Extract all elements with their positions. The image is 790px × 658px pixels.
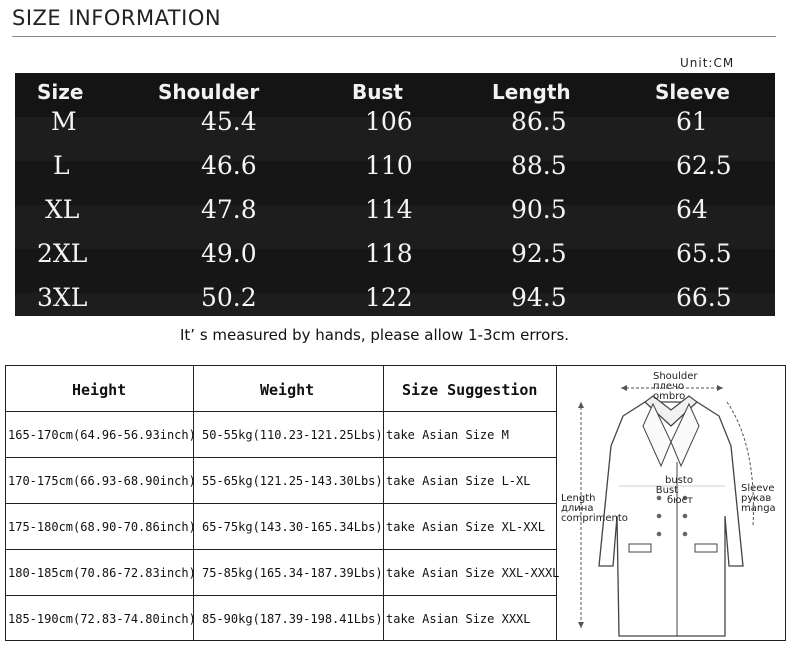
row-divider <box>6 595 557 596</box>
bust-cell: 110 <box>365 151 413 180</box>
row-divider <box>6 457 557 458</box>
size-cell: M <box>51 107 77 136</box>
length-cell: 90.5 <box>511 195 567 224</box>
unit-label: Unit:CM <box>680 56 735 70</box>
shoulder-cell: 49.0 <box>201 239 257 268</box>
bust-cell: 118 <box>365 239 413 268</box>
shoulder-cell: 47.8 <box>201 195 257 224</box>
bust-cell: 114 <box>365 195 413 224</box>
length-cell: 86.5 <box>511 107 567 136</box>
length-cell: 92.5 <box>511 239 567 268</box>
weight-cell: 50-55kg(110.23-121.25Lbs) <box>202 428 383 442</box>
row-divider <box>6 503 557 504</box>
column-header-length: Length <box>492 80 571 104</box>
row-divider <box>6 549 557 550</box>
shoulder-cell: 50.2 <box>201 283 257 312</box>
size-cell: L <box>53 151 70 180</box>
column-header-sleeve: Sleeve <box>655 80 730 104</box>
weight-cell: 65-75kg(143.30-165.34Lbs) <box>202 520 383 534</box>
suggestion-cell: take Asian Size XL-XXL <box>386 520 545 534</box>
column-header-weight: Weight <box>260 381 315 399</box>
height-cell: 170-175cm(66.93-68.90inch) <box>8 474 196 488</box>
bust-label: busto Bust бюст <box>655 475 693 506</box>
size-cell: 3XL <box>37 283 88 312</box>
sleeve-cell: 64 <box>676 195 708 224</box>
page-title: SIZE INFORMATION <box>12 6 222 30</box>
title-divider <box>12 36 776 37</box>
column-header-size-suggestion: Size Suggestion <box>402 381 538 399</box>
sleeve-cell: 66.5 <box>676 283 732 312</box>
length-label: Length длина comprimento <box>561 493 628 524</box>
suggestion-cell: take Asian Size L-XL <box>386 474 531 488</box>
column-header-shoulder: Shoulder <box>158 80 260 104</box>
coat-measurement-diagram <box>557 366 785 640</box>
weight-cell: 55-65kg(121.25-143.30Lbs) <box>202 474 383 488</box>
suggestion-cell: take Asian Size M <box>386 428 509 442</box>
measurement-note: It’ s measured by hands, please allow 1-3cm errors. <box>180 326 570 344</box>
height-cell: 180-185cm(70.86-72.83inch) <box>8 566 196 580</box>
length-cell: 94.5 <box>511 283 567 312</box>
row-divider <box>6 411 557 412</box>
sleeve-cell: 62.5 <box>676 151 732 180</box>
shoulder-cell: 46.6 <box>201 151 257 180</box>
sleeve-cell: 61 <box>676 107 708 136</box>
size-chart-table <box>15 73 775 316</box>
bust-cell: 122 <box>365 283 413 312</box>
shoulder-label: Shoulder плечо ombro <box>653 371 698 402</box>
sleeve-label: Sleeve рукав manga <box>741 483 776 514</box>
shoulder-cell: 45.4 <box>201 107 257 136</box>
length-cell: 88.5 <box>511 151 567 180</box>
suggestion-cell: take Asian Size XXL-XXXL <box>386 566 560 580</box>
sleeve-cell: 65.5 <box>676 239 732 268</box>
column-header-bust: Bust <box>352 80 403 104</box>
bust-cell: 106 <box>365 107 413 136</box>
size-cell: XL <box>45 195 80 224</box>
weight-cell: 85-90kg(187.39-198.41Lbs) <box>202 612 383 626</box>
column-header-height: Height <box>72 381 127 399</box>
column-header-size: Size <box>37 80 84 104</box>
size-cell: 2XL <box>37 239 88 268</box>
weight-cell: 75-85kg(165.34-187.39Lbs) <box>202 566 383 580</box>
suggestion-cell: take Asian Size XXXL <box>386 612 531 626</box>
height-cell: 185-190cm(72.83-74.80inch) <box>8 612 196 626</box>
height-cell: 175-180cm(68.90-70.86inch) <box>8 520 196 534</box>
height-cell: 165-170cm(64.96-56.93inch) <box>8 428 196 442</box>
